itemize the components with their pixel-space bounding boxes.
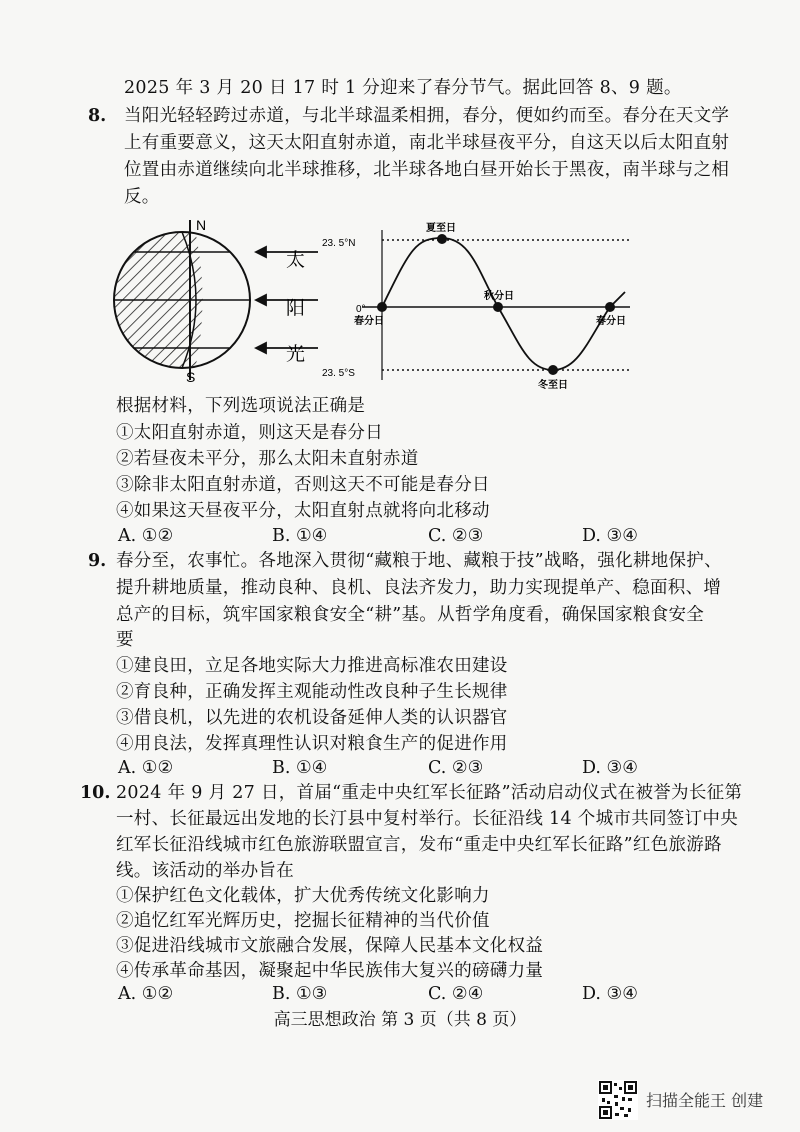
equinox-diagram	[110, 210, 630, 390]
q8-line-4: 反。	[124, 187, 160, 207]
q9-option-a[interactable]: A. ①②	[118, 758, 174, 778]
q10-option-c[interactable]: C. ②④	[428, 984, 484, 1004]
q10-item-3: ③促进沿线城市文旅融合发展，保障人民基本文化权益	[116, 936, 544, 956]
q10-item-4: ④传承革命基因，凝聚起中华民族伟大复兴的磅礴力量	[116, 961, 544, 981]
sun-char-1: 太	[286, 249, 306, 271]
q9-number: 9.	[88, 551, 107, 571]
globe-figure	[110, 210, 260, 390]
q8-option-c[interactable]: C. ②③	[428, 526, 484, 546]
q9-item-4: ④用良法，发挥真理性认识对粮食生产的促进作用	[116, 734, 508, 754]
q8-item-2: ②若昼夜未平分，那么太阳未直射赤道	[116, 449, 419, 469]
q10-option-a[interactable]: A. ①②	[118, 984, 174, 1004]
lat-0-label: 0°	[356, 304, 366, 315]
q8-option-a[interactable]: A. ①②	[118, 526, 174, 546]
qr-code-icon	[598, 1080, 638, 1120]
q9-option-d[interactable]: D. ③④	[582, 758, 638, 778]
q8-line-3: 位置由赤道继续向北半球推移，北半球各地白昼开始长于黑夜，南半球与之相	[124, 160, 730, 180]
q10-line-2: 一村、长征最远出发地的长汀县中复村举行。长征沿线 14 个城市共同签订中央	[116, 809, 738, 829]
sun-char-2: 阳	[286, 297, 306, 319]
q9-item-3: ③借良机，以先进的农机设备延伸人类的认识器官	[116, 708, 508, 728]
q8-item-3: ③除非太阳直射赤道，否则这天不可能是春分日	[116, 475, 490, 495]
spring-equinox-label-2: 春分日	[596, 316, 626, 327]
q9-option-b[interactable]: B. ①④	[272, 758, 328, 778]
south-label: S	[186, 369, 196, 385]
scanner-watermark	[598, 1080, 798, 1120]
q9-option-c[interactable]: C. ②③	[428, 758, 484, 778]
q8-option-b[interactable]: B. ①④	[272, 526, 328, 546]
q8-line-2: 上有重要意义，这天太阳直射赤道，南北半球昼夜平分，自这天以后太阳直射	[124, 133, 730, 153]
q9-line-4: 要	[116, 630, 134, 650]
sun-path-graph	[362, 230, 630, 380]
q9-item-1: ①建良田，立足各地实际大力推进高标准农田建设	[116, 656, 508, 676]
q10-item-1: ①保护红色文化载体，扩大优秀传统文化影响力	[116, 886, 490, 906]
lat-23n-label: 23. 5°N	[322, 238, 356, 249]
q8-number: 8.	[88, 106, 107, 126]
q9-line-2: 提升耕地质量，推动良种、良机、良法齐发力，助力实现提单产、稳面积、增	[116, 578, 722, 598]
lat-23s-label: 23. 5°S	[322, 368, 355, 379]
winter-solstice-label: 冬至日	[538, 380, 568, 390]
q8-item-1: ①太阳直射赤道，则这天是春分日	[116, 423, 383, 443]
q10-line-3: 红军长征沿线城市红色旅游联盟宣言，发布“重走中央红军长征路”红色旅游路	[116, 835, 722, 855]
q10-option-b[interactable]: B. ①③	[272, 984, 328, 1004]
q9-line-3: 总产的目标，筑牢国家粮食安全“耕”基。从哲学角度看，确保国家粮食安全	[116, 605, 705, 625]
q10-option-d[interactable]: D. ③④	[582, 984, 638, 1004]
q8-stem: 根据材料，下列选项说法正确是	[116, 396, 366, 416]
q10-number: 10.	[80, 783, 111, 803]
q8-item-4: ④如果这天昼夜平分，太阳直射点就将向北移动	[116, 501, 490, 521]
sun-char-3: 光	[286, 343, 306, 365]
page-footer: 高三思想政治 第 3 页（共 8 页）	[273, 1010, 527, 1030]
north-label: N	[196, 217, 207, 233]
spring-equinox-label-1: 春分日	[354, 316, 384, 327]
q9-line-1: 春分至，农事忙。各地深入贯彻“藏粮于地、藏粮于技”战略，强化耕地保护、	[116, 551, 722, 571]
q10-line-1: 2024 年 9 月 27 日，首届“重走中央红军长征路”活动启动仪式在被誉为长征第	[116, 783, 743, 803]
q8-option-d[interactable]: D. ③④	[582, 526, 638, 546]
summer-solstice-label: 夏至日	[426, 223, 456, 234]
autumn-equinox-label: 秋分日	[484, 291, 514, 302]
q9-item-2: ②育良种，正确发挥主观能动性改良种子生长规律	[116, 682, 508, 702]
q10-line-4: 线。该活动的举办旨在	[116, 861, 294, 881]
intro-text: 2025 年 3 月 20 日 17 时 1 分迎来了春分节气。据此回答 8、9 题。	[124, 78, 682, 98]
watermark-text: 扫描全能王 创建	[646, 1091, 764, 1110]
q8-line-1: 当阳光轻轻跨过赤道，与北半球温柔相拥，春分，便如约而至。春分在天文学	[124, 106, 730, 126]
q10-item-2: ②追忆红军光辉历史，挖掘长征精神的当代价值	[116, 911, 490, 931]
